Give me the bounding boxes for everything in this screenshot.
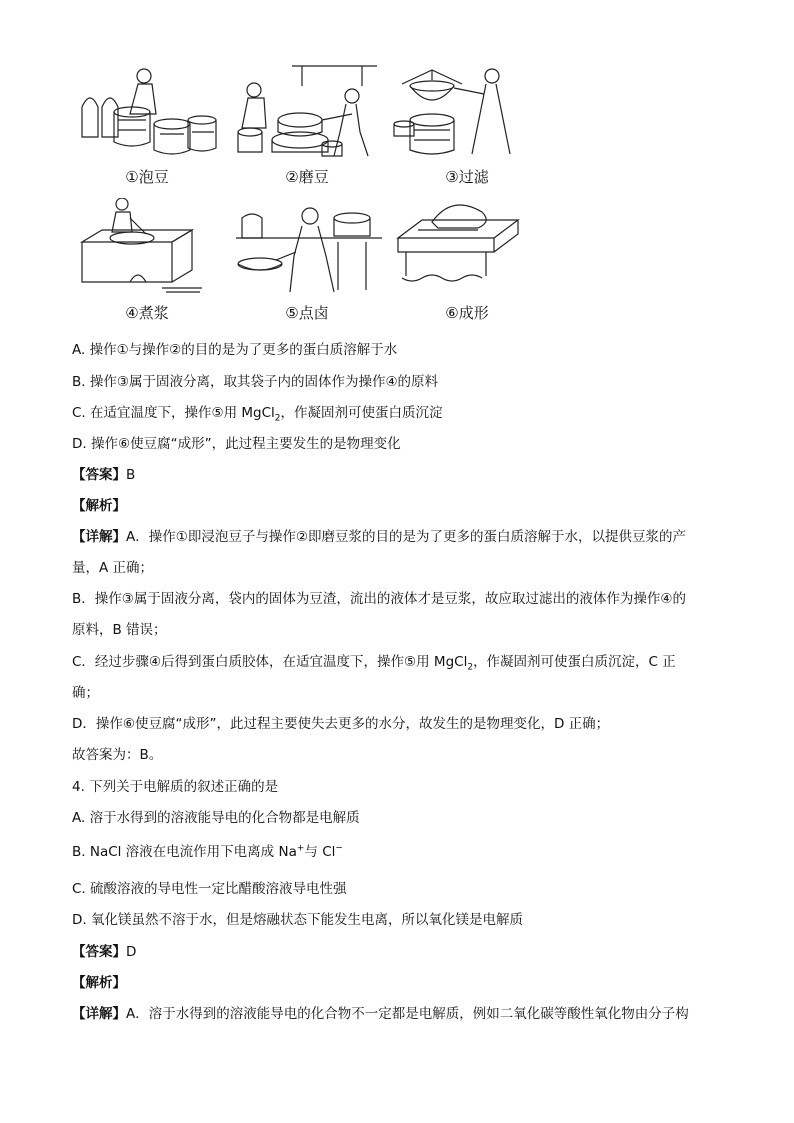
soaking-beans-illustration [72,62,222,162]
q3-detail-a: 【详解】A．操作①即浸泡豆子与操作②即磨豆浆的目的是为了更多的蛋白质溶解于水，以提供豆浆的产 [72,529,686,545]
q4-option-a: A. 溶于水得到的溶液能导电的化合物都是电解质 [72,810,360,826]
q3-conclusion: 故答案为：B。 [72,747,163,763]
q4-option-b: B. NaCl 溶液在电流作用下电离成 Na+与 Cl− [72,843,343,860]
figure-grinding [232,62,382,187]
filtering-illustration [392,62,542,162]
figure-filtering [392,62,542,187]
q3-option-b: B. 操作③属于固液分离，取其袋子内的固体作为操作④的原料 [72,374,439,390]
q3-option-d: D. 操作⑥使豆腐“成形”，此过程主要发生的是物理变化 [72,436,401,452]
q3-detail-c: C．经过步骤④后得到蛋白质胶体，在适宜温度下，操作⑤用 MgCl$_2$，作凝固剂可使蛋白质沉淀，C 正 [72,654,676,673]
q3-detail-a-cont: 量，A 正确； [72,560,154,576]
figure-caption: ⑥成形 [445,304,489,322]
grinding-beans-illustration [232,62,382,162]
figure-boiling [72,198,222,323]
figure-caption: ⑤点卤 [285,304,329,322]
q4-option-c: C. 硫酸溶液的导电性一定比醋酸溶液导电性强 [72,881,347,897]
q3-detail-d: D．操作⑥使豆腐“成形”，此过程主要使失去更多的水分，故发生的是物理变化，D 正确； [72,716,610,732]
q3-detail-b-cont: 原料，B 错误； [72,622,167,638]
figure-caption: ④煮浆 [125,304,169,322]
tofu-process-figure [72,62,542,326]
figure-caption: ②磨豆 [285,168,329,186]
figure-soaking [72,62,222,187]
q3-analysis-label: 【解析】 [72,498,126,514]
q4-analysis-label: 【解析】 [72,975,126,991]
figure-caption: ①泡豆 [125,168,169,186]
pressing-illustration [392,198,542,298]
figure-pressing [392,198,542,323]
q4-stem: 4. 下列关于电解质的叙述正确的是 [72,779,279,795]
q3-option-c: C. 在适宜温度下，操作⑤用 MgCl$_2$，作凝固剂可使蛋白质沉淀 [72,405,443,424]
q3-detail-b: B．操作③属于固液分离，袋内的固体为豆渣，流出的液体才是豆浆，故应取过滤出的液体作为操作④的 [72,591,686,607]
q4-answer: 【答案】D [72,944,137,960]
figure-caption: ③过滤 [445,168,489,186]
q3-option-a: A. 操作①与操作②的目的是为了更多的蛋白质溶解于水 [72,342,398,358]
coagulating-illustration [232,198,382,298]
figure-coagulating [232,198,382,323]
q4-detail-a: 【详解】A．溶于水得到的溶液能导电的化合物不一定都是电解质，例如二氧化碳等酸性氧化物由分子构 [72,1006,689,1022]
q4-option-d: D. 氧化镁虽然不溶于水，但是熔融状态下能发生电离，所以氧化镁是电解质 [72,912,523,928]
boiling-illustration [72,198,222,298]
q3-answer: 【答案】B [72,467,136,483]
q3-detail-c-cont: 确； [72,685,99,701]
